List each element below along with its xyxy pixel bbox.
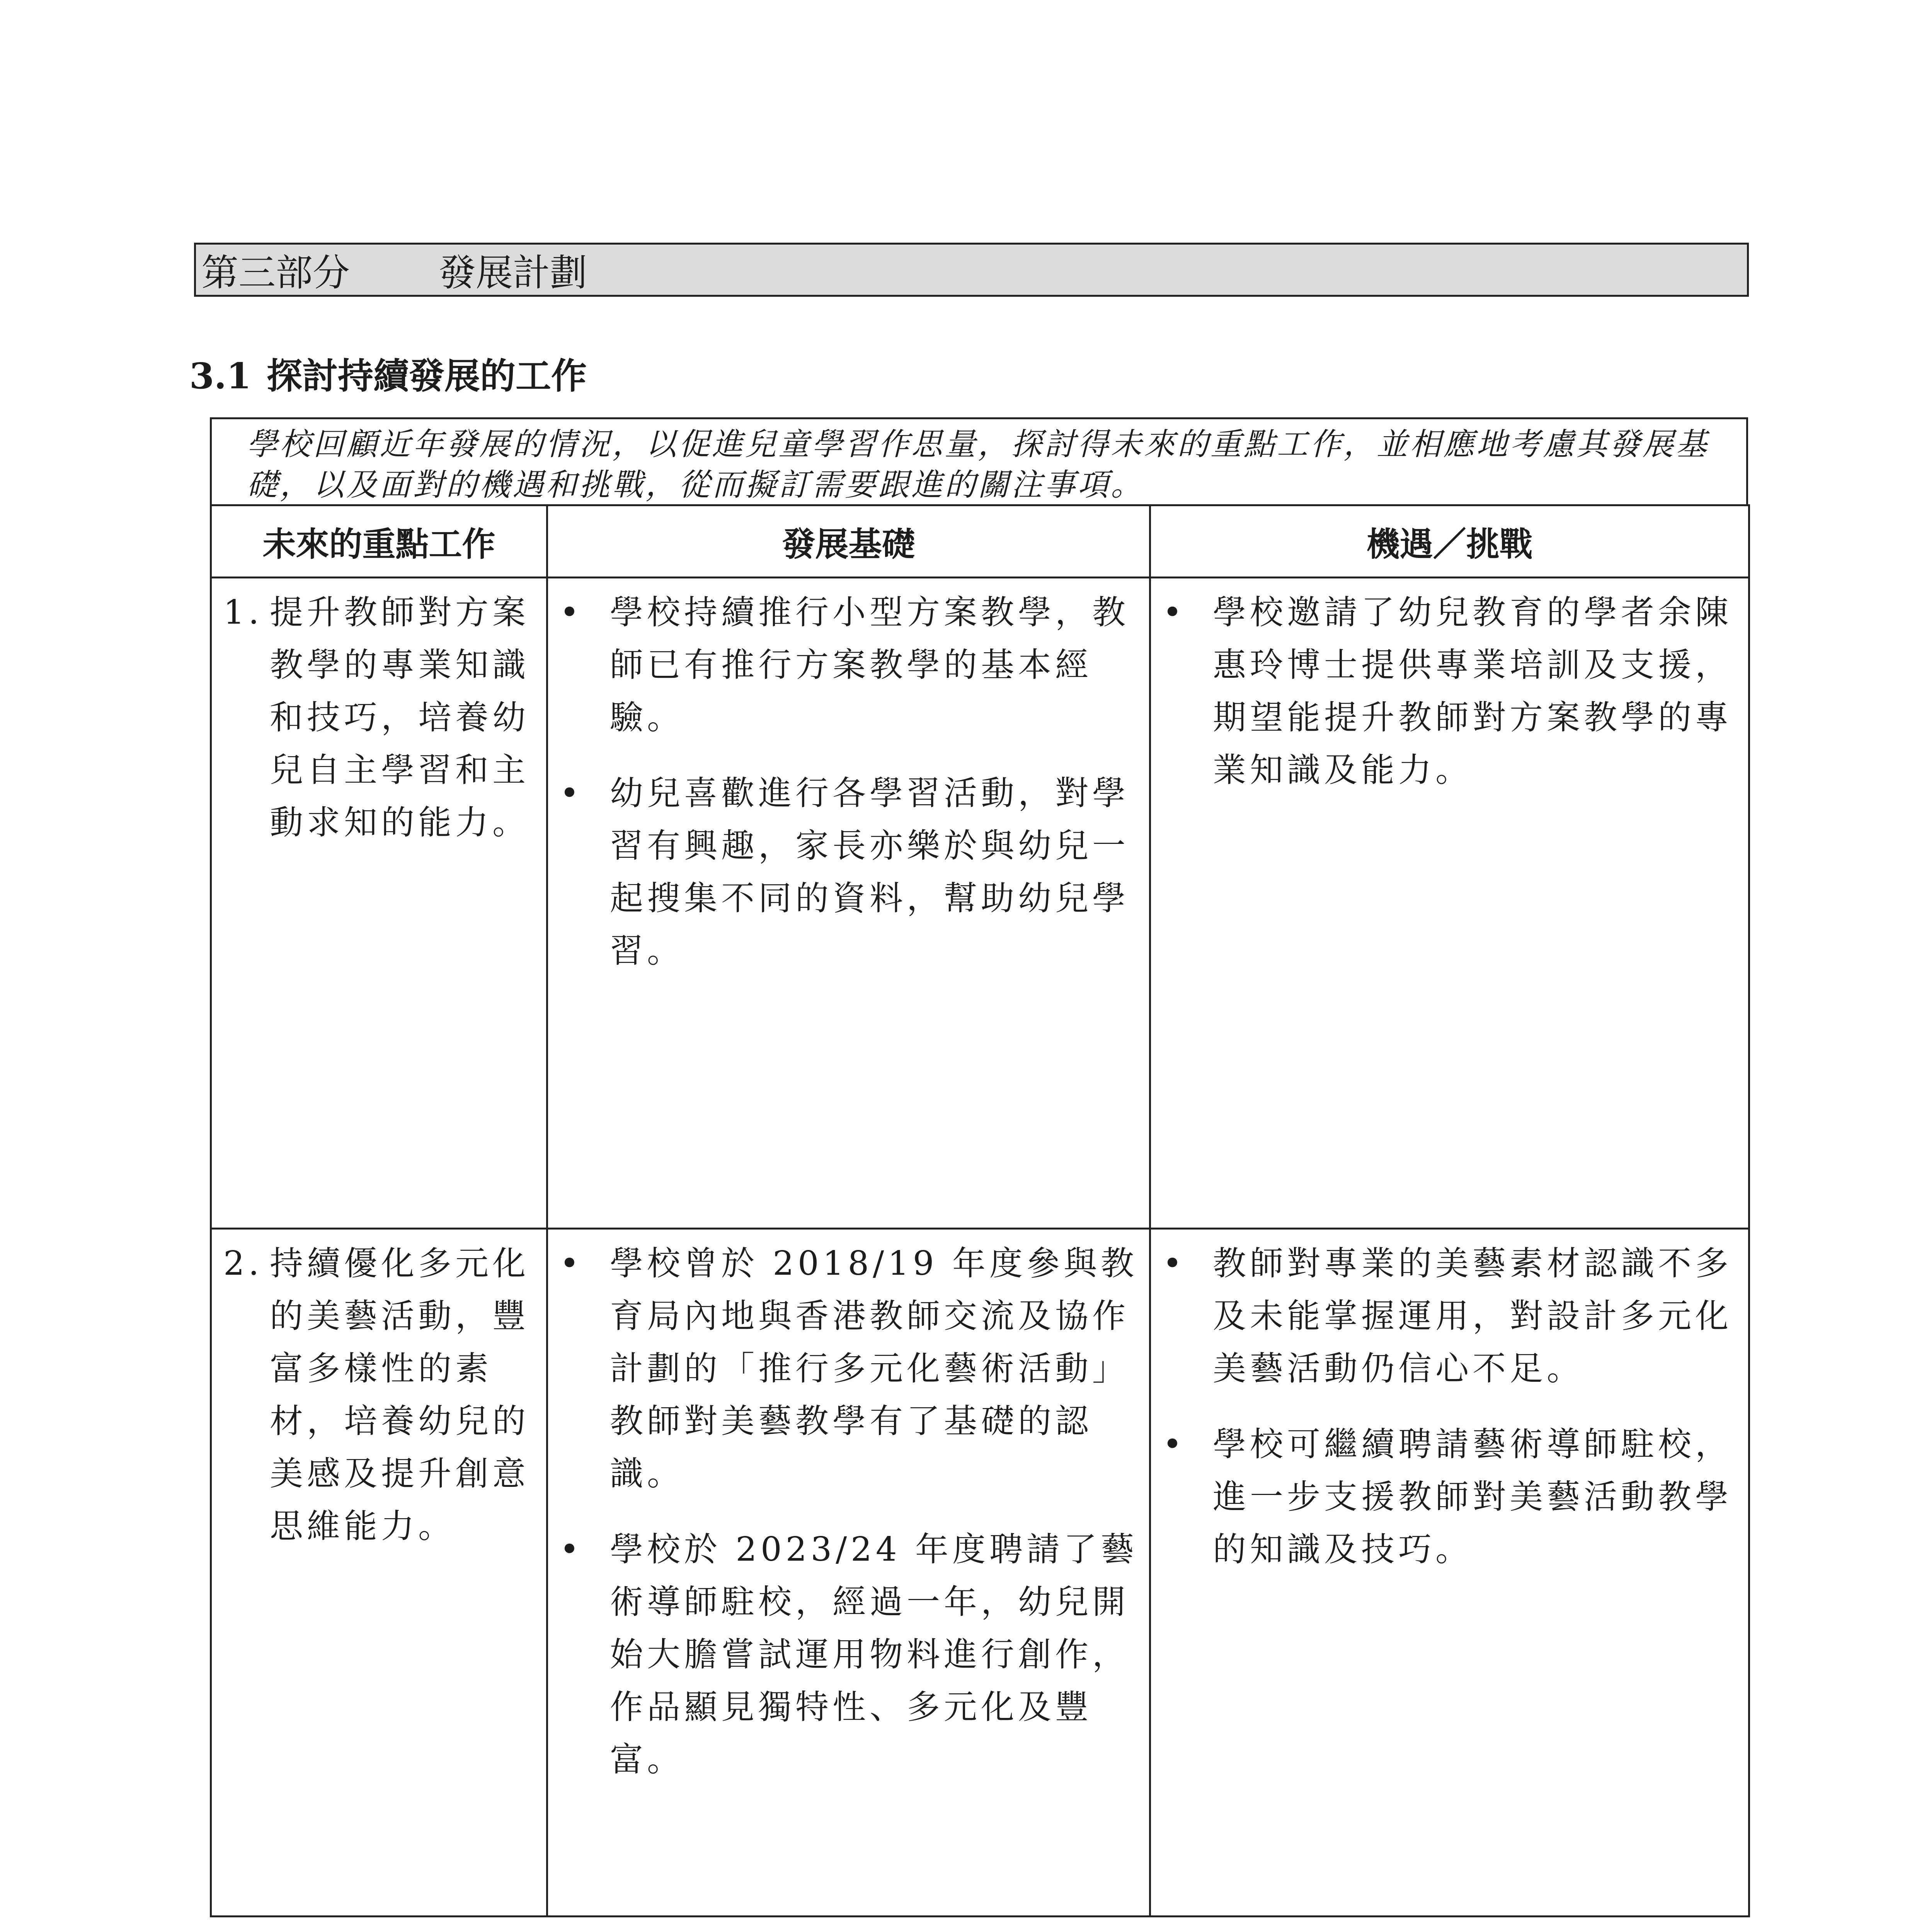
foundation-text: 幼兒喜歡進行各學習活動，對學習有興趣，家長亦樂於與幼兒一起搜集不同的資料，幫助幼兒學習。 <box>610 774 1129 970</box>
section-3-1-number: 3.1 <box>189 355 252 397</box>
bullet-icon: • <box>1163 1425 1186 1464</box>
opportunity-text: 教師對專業的美藝素材認識不多及未能掌握運用，對設計多元化美藝活動仍信心不足。 <box>1213 1244 1732 1388</box>
bullet-icon: • <box>1163 593 1186 632</box>
focus-text: 提升教師對方案教學的專業知識和技巧，培養幼兒自主學習和主動求知的能力。 <box>270 593 529 842</box>
foundation-text: 學校持續推行小型方案教學，教師已有推行方案教學的基本經驗。 <box>610 593 1129 737</box>
opportunities-cell <box>1150 578 1749 1229</box>
opportunities-cell <box>1150 1229 1749 1917</box>
header-opportunities: 機遇／挑戰 <box>1150 505 1749 578</box>
list-item <box>1163 1237 1740 1395</box>
section-3-1-title: 探討持續發展的工作 <box>267 355 587 397</box>
header-focus: 未來的重點工作 <box>211 505 547 578</box>
bullet-icon: • <box>560 774 583 813</box>
focus-number: 1. <box>223 593 263 632</box>
table-row <box>211 578 1749 1229</box>
focus-number: 2. <box>223 1244 263 1283</box>
focus-text: 持續優化多元化的美藝活動，豐富多樣性的素材，培養幼兒的美感及提升創意思維能力。 <box>270 1244 529 1546</box>
intro-text: 學校回顧近年發展的情況，以促進兒童學習作思量，探討得未來的重點工作，並相應地考慮其發展基礎，以及面對的機遇和挑戰，從而擬訂需要跟進的關注事項。 <box>210 417 1748 504</box>
opportunity-text: 學校邀請了幼兒教育的學者余陳惠玲博士提供專業培訓及支援，期望能提升教師對方案教學的專業知識及能力。 <box>1213 593 1732 789</box>
foundation-cell <box>547 1229 1150 1917</box>
list-item <box>560 1523 1141 1786</box>
list-item <box>560 767 1141 977</box>
list-item <box>1163 1418 1740 1576</box>
bullet-icon: • <box>560 1530 583 1569</box>
focus-cell <box>211 1229 547 1917</box>
foundation-text: 學校曾於 2018/19 年度參與教育局內地與香港教師交流及協作計劃的「推行多元化藝術活動」教師對美藝教學有了基礎的認識。 <box>610 1244 1138 1493</box>
foundation-cell <box>547 578 1150 1229</box>
section-3-1-heading <box>189 348 587 399</box>
table-header-row <box>211 505 1749 578</box>
opportunity-text: 學校可繼續聘請藝術導師駐校，進一步支援教師對美藝活動教學的知識及技巧。 <box>1213 1425 1732 1569</box>
part-label: 第三部分 <box>201 251 350 294</box>
header-foundation: 發展基礎 <box>547 505 1150 578</box>
table-row <box>211 1229 1749 1917</box>
part-name: 發展計劃 <box>439 251 587 294</box>
list-item <box>1163 586 1740 796</box>
part-title-bar <box>194 243 1749 297</box>
bullet-icon: • <box>1163 1244 1186 1283</box>
development-table <box>210 504 1750 1917</box>
list-item <box>560 586 1141 744</box>
foundation-text: 學校於 2023/24 年度聘請了藝術導師駐校，經過一年，幼兒開始大膽嘗試運用物料進行創作，作品顯見獨特性、多元化及豐富。 <box>610 1530 1138 1779</box>
focus-cell <box>211 578 547 1229</box>
bullet-icon: • <box>560 1244 583 1283</box>
bullet-icon: • <box>560 593 583 632</box>
list-item <box>560 1237 1141 1500</box>
